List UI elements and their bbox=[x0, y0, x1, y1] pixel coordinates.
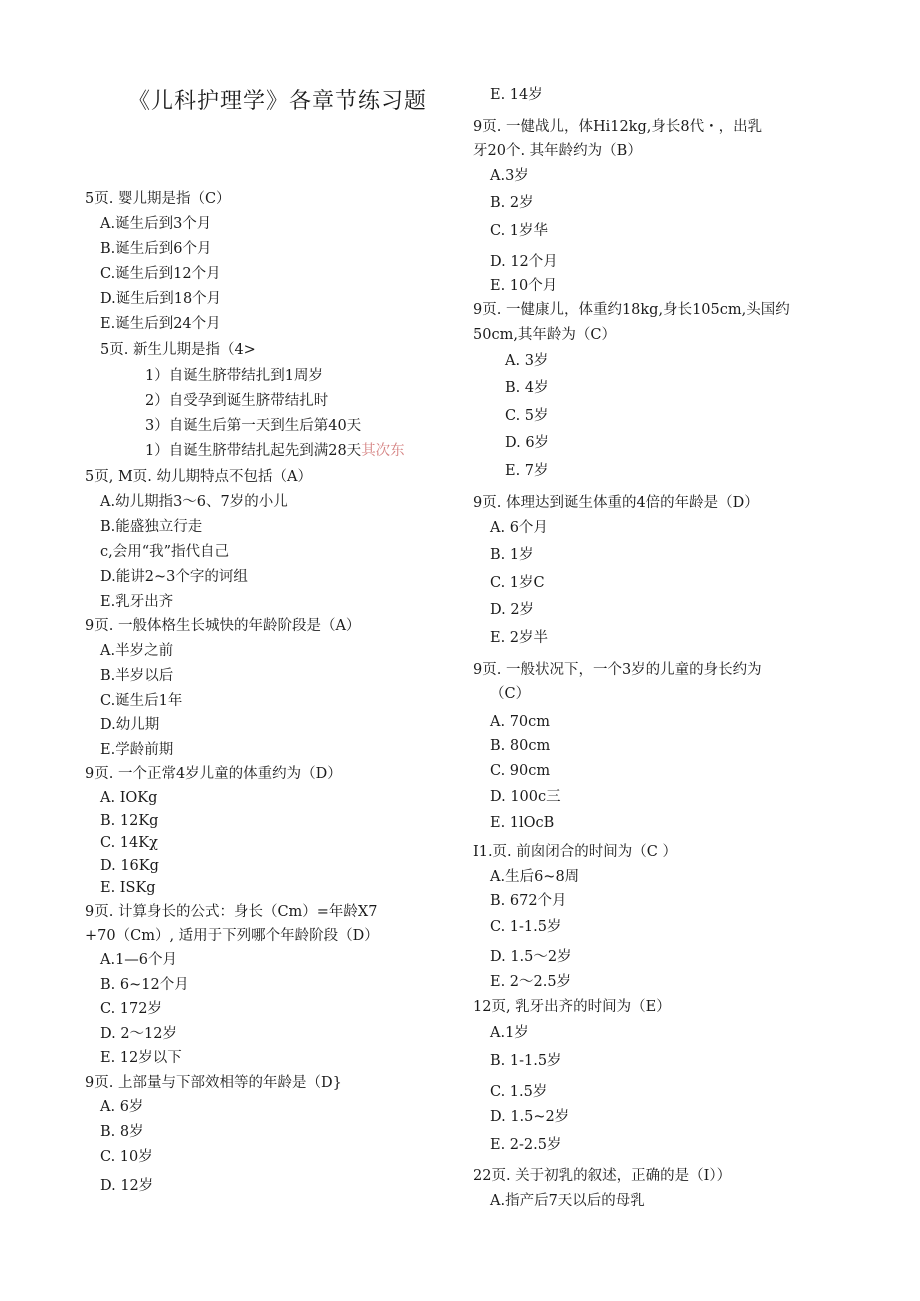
text-line: E. 1lOcB bbox=[490, 815, 555, 831]
text-line: A.生后6~8周 bbox=[490, 869, 580, 885]
text-line: 22页. 关于初乳的叙述，正确的是（I）） bbox=[473, 1168, 732, 1184]
text-line: D.幼儿期 bbox=[100, 717, 160, 733]
text-line: A.指产后7天以后的母乳 bbox=[490, 1193, 645, 1209]
text-line: C. 5岁 bbox=[505, 408, 549, 424]
text-line: 9页. 一般状况下，一个3岁的儿童的身长约为 bbox=[473, 662, 762, 678]
page-title: 《儿科护理学》各章节练习题 bbox=[128, 89, 428, 114]
text-line: 12页, 乳牙出齐的时间为（E） bbox=[473, 999, 671, 1015]
text-line: B. 1-1.5岁 bbox=[490, 1053, 562, 1069]
text-line: 50cm,其年龄为（C） bbox=[473, 327, 617, 343]
text-line: C.诞生后1年 bbox=[100, 693, 183, 709]
text-line: A.3岁 bbox=[490, 168, 529, 184]
text-line: 牙20个. 其年龄约为（B） bbox=[473, 143, 642, 159]
text-line: D.诞生后到18个月 bbox=[100, 291, 222, 307]
text-line: c,会用“我”指代自己 bbox=[100, 544, 230, 560]
text-line: 9页. 体理达到诞生体重的4倍的年龄是（D） bbox=[473, 495, 759, 511]
text-line: 2）自受孕到诞生脐带结扎时 bbox=[145, 393, 329, 409]
text-line: 9页. 一健战儿，体Hi12kg,身长8代・，出乳 bbox=[473, 119, 763, 135]
text-line: 5页. 婴儿期是指（C） bbox=[85, 191, 231, 207]
text-line: B. 12Kg bbox=[100, 813, 159, 829]
text-line: B. 2岁 bbox=[490, 195, 534, 211]
text-line: A. IOKg bbox=[100, 790, 158, 806]
text-line: E. ISKg bbox=[100, 880, 156, 896]
text-line: B. 6~12个月 bbox=[100, 977, 189, 993]
text-line: +70（Cm）, 适用于下列哪个年龄阶段（D） bbox=[85, 928, 379, 944]
text-line: 9页. 一般体格生长城快的年龄阶段是（A） bbox=[85, 618, 361, 634]
text-line: A.1—6个月 bbox=[100, 952, 178, 968]
text-line: E.学龄前期 bbox=[100, 742, 174, 758]
text-line: A.1岁 bbox=[490, 1025, 529, 1041]
text-line: A.幼儿期指3～6、7岁的小儿 bbox=[100, 494, 288, 510]
annotation-text: 其次东 bbox=[361, 443, 405, 459]
text-line: 3）自诞生后第一天到生后第40天 bbox=[145, 418, 362, 434]
text-line: D. 12个月 bbox=[490, 254, 558, 270]
text-line: B. 4岁 bbox=[505, 380, 549, 396]
text-line: 5页. 新生儿期是指（4> bbox=[100, 342, 256, 358]
text-line: C.诞生后到12个月 bbox=[100, 266, 221, 282]
text-line: B.半岁以后 bbox=[100, 668, 174, 684]
text-line: B. 672个月 bbox=[490, 893, 567, 909]
text-line: 5页, M页. 幼儿期特点不包括（A） bbox=[85, 469, 312, 485]
text-line: B. 1岁 bbox=[490, 547, 534, 563]
text-line: A.诞生后到3个月 bbox=[100, 216, 212, 232]
text-line: E. 2岁半 bbox=[490, 630, 549, 646]
text-line: A. 6岁 bbox=[100, 1099, 144, 1115]
text-line: D. 12岁 bbox=[100, 1178, 154, 1194]
text-line: D. 16Kg bbox=[100, 858, 159, 874]
text-line: E. 10个月 bbox=[490, 278, 558, 294]
text-line: A. 6个月 bbox=[490, 520, 548, 536]
text-line: 9页. 一健康儿，体重约18kg,身长105cm,头国约 bbox=[473, 302, 790, 318]
text-line: C. 1-1.5岁 bbox=[490, 919, 562, 935]
text-line: B.能盛独立行走 bbox=[100, 519, 203, 535]
text-line: A. 3岁 bbox=[505, 353, 549, 369]
text-line: A. 70cm bbox=[490, 714, 551, 730]
text-line: B. 80cm bbox=[490, 738, 551, 754]
text-line: C. 1.5岁 bbox=[490, 1084, 548, 1100]
text-line: D. 2～12岁 bbox=[100, 1026, 178, 1042]
text-line: C. 10岁 bbox=[100, 1149, 153, 1165]
text-line: D. 2岁 bbox=[490, 602, 535, 618]
text-line: E. 7岁 bbox=[505, 463, 549, 479]
text-line: C. 172岁 bbox=[100, 1001, 162, 1017]
text-line: D. 1.5~2岁 bbox=[490, 1109, 570, 1125]
text-line: E. 2～2.5岁 bbox=[490, 974, 572, 990]
text-line: C. 90cm bbox=[490, 763, 551, 779]
text-line: C. 1岁华 bbox=[490, 223, 549, 239]
text-line: I1.页. 前囱闭合的时间为（C ） bbox=[473, 844, 677, 860]
text-line: 1）自诞生脐带结扎到1周岁 bbox=[145, 368, 323, 384]
text-line: E.乳牙出齐 bbox=[100, 594, 174, 610]
text-line: E.诞生后到24个月 bbox=[100, 316, 221, 332]
text-line: B. 8岁 bbox=[100, 1124, 144, 1140]
text-line: E. 2-2.5岁 bbox=[490, 1137, 562, 1153]
text-line: E. 12岁以下 bbox=[100, 1050, 182, 1066]
text-line: D. 6岁 bbox=[505, 435, 550, 451]
text-line: A.半岁之前 bbox=[100, 643, 174, 659]
text-line: 1）自诞生脐带结扎起先到满28天其次东 bbox=[145, 443, 405, 459]
text-line: D. 1.5～2岁 bbox=[490, 949, 572, 965]
text-line: （C） bbox=[490, 686, 531, 702]
text-line: 9页. 计算身长的公式：身长（Cm）=年龄X7 bbox=[85, 904, 378, 920]
text-line: D.能讲2~3个字的诃组 bbox=[100, 569, 248, 585]
text-line: E. 14岁 bbox=[490, 87, 543, 103]
text-line: B.诞生后到6个月 bbox=[100, 241, 212, 257]
text-line: C. 1岁C bbox=[490, 575, 545, 591]
text-line: 9页. 上部量与下部效相等的年龄是（D} bbox=[85, 1075, 342, 1091]
text-line: 9页. 一个正常4岁儿童的体重约为（D） bbox=[85, 766, 342, 782]
text-line: D. 100c三 bbox=[490, 789, 561, 805]
text-line: C. 14Kχ bbox=[100, 835, 158, 851]
